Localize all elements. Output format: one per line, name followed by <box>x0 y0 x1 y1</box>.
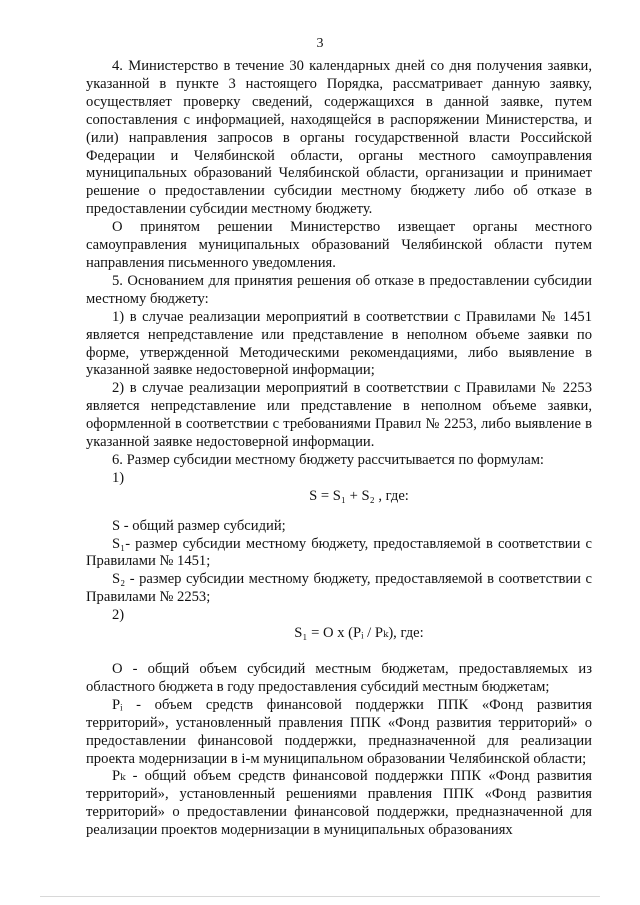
paragraph-5: 5. Основанием для принятия решения об отказе в предоставлении субсидии местному бюджету: <box>86 272 592 307</box>
paragraph-6: 6. Размер субсидии местному бюджету рассчитывается по формулам: <box>112 451 544 468</box>
definition-s1: S₁- размер субсидии местному бюджету, предоставляемой в соответствии с Правилами № 1451; <box>86 535 592 570</box>
paragraph-4-notification: О принятом решении Министерство извещает органы местного самоуправления муниципальных образований Челябинской области путем направления письменного уведомления. <box>86 219 592 271</box>
paragraph-4: 4. Министерство в течение 30 календарных дней со дня получения заявки, указанной в пункте 3 настоящего Порядка, рассматривает данную заявку, осуществляет проверку сведений, содержащихся в данной заявке, путем сопоставления с информацией, находящейся в распоряжении Министерства, и (или) направления запросов в органы государственной власти Российской Федерации и Челябинской области, органы местного самоуправления муниципальных образований Челябинской области, организации и принимает решение о предоставлении субсидии местному бюджету либо об отказе в предоставлении субсидии местному бюджету. <box>86 58 592 218</box>
definition-pk: Pₖ - общий объем средств финансовой поддержки ППК «Фонд развития территорий», установленный решениями правления ППК «Фонд развития территорий» о предоставлении финансовой поддержки, предназначенной для реализации проектов модернизации в муниципальных образованиях <box>86 768 592 839</box>
definition-pi: Pᵢ - объем средств финансовой поддержки ППК «Фонд развития территорий», установленный правления ППК «Фонд развития территорий» о предоставлении финансовой поддержки, предназначенной для реализации проекта модернизации в i-м муниципальном образовании Челябинской области; <box>86 696 592 767</box>
formula-1: S = S₁ + S₂ , где: <box>309 487 409 504</box>
formula-2-label: 2) <box>112 607 125 624</box>
formula-1-label: 1) <box>112 469 125 486</box>
formula-2: S₁ = O x (Pᵢ / Pₖ), где: <box>294 625 424 642</box>
page-number: 3 <box>316 36 324 51</box>
paragraph-5-item-1: 1) в случае реализации мероприятий в соответствии с Правилами № 1451 является непредставление или представление в неполном объеме заявки по форме, утвержденной Методическими рекомендациями, либо выявление в указанной заявке недостоверной информации; <box>86 308 592 379</box>
definition-s: S - общий размер субсидий; <box>112 517 286 534</box>
document-body <box>86 58 592 840</box>
definition-s2: S₂ - размер субсидии местному бюджету, предоставляемой в соответствии с Правилами № 2253; <box>86 571 592 606</box>
scan-edge-line <box>40 896 600 897</box>
definition-o: О - общий объем субсидий местным бюджетам, предоставляемых из областного бюджета в году предоставления субсидий местным бюджетам; <box>86 661 592 695</box>
paragraph-5-item-2: 2) в случае реализации мероприятий в соответствии с Правилами № 2253 является непредставление или представление в неполном объеме заявки, оформленной в соответствии с требованиями Правил № 2253, либо выявление в указанной заявке недостоверной информации. <box>86 380 592 451</box>
